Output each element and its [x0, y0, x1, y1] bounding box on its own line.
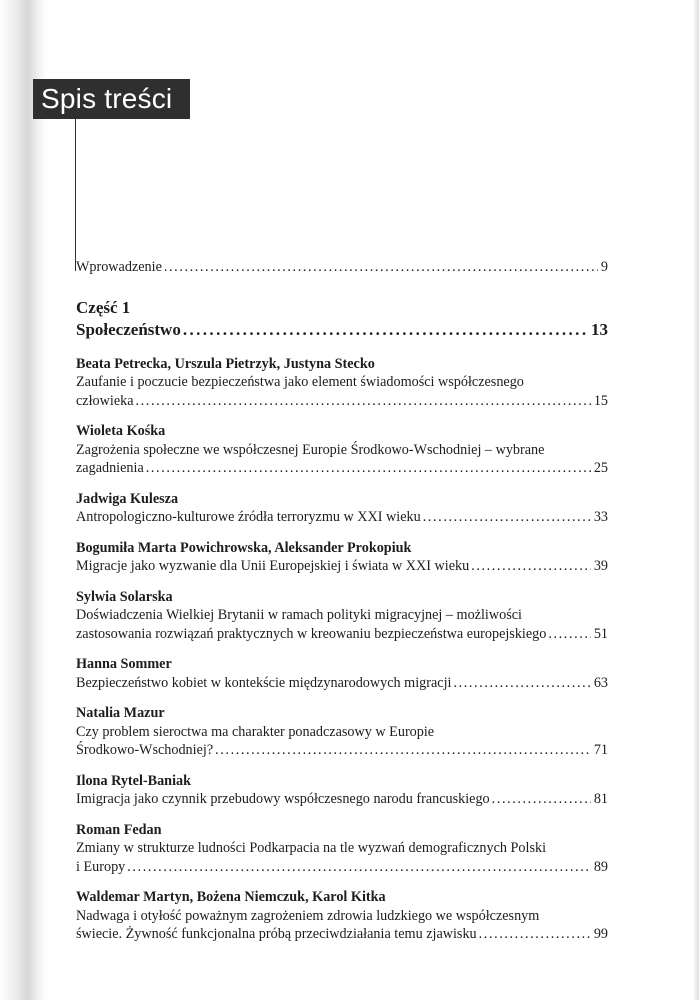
- entry-page: 99: [593, 926, 608, 942]
- leader-dots: [215, 741, 591, 760]
- leader-dots: [183, 319, 588, 341]
- toc-entries: [76, 355, 608, 944]
- entry-title-end: i Europy: [76, 858, 126, 875]
- entry-page: 33: [593, 509, 608, 525]
- entry-last-line: [76, 557, 608, 576]
- entry-page: 15: [593, 392, 608, 409]
- toc-entry: [76, 821, 608, 877]
- page-gutter-shadow: [0, 0, 46, 1000]
- toc-part: [76, 297, 608, 341]
- toc-entry: [76, 422, 608, 478]
- toc-intro-line: [76, 258, 608, 277]
- entry-last-line: [76, 858, 608, 877]
- entry-page: 63: [593, 674, 608, 691]
- entry-authors: Ilona Rytel-Baniak: [76, 772, 191, 789]
- title-vertical-rule: [75, 119, 76, 271]
- entry-title-end: zastosowania rozwiązań praktycznych w kreowaniu bezpieczeństwa europejskiego: [76, 625, 547, 642]
- entry-page: 89: [593, 858, 608, 875]
- toc-entry: [76, 888, 608, 944]
- leader-dots: [423, 508, 591, 527]
- entry-title-end: świecie. Żywność funkcjonalna próbą przeciwdziałania temu zjawisku: [76, 926, 477, 942]
- entry-authors: Natalia Mazur: [76, 705, 165, 721]
- entry-title-end: Antropologiczno-kulturowe źródła terroryzmu w XXI wieku: [76, 509, 421, 525]
- toc-entry: [76, 355, 608, 411]
- entry-title-end: Imigracja jako czynnik przebudowy współczesnego narodu francuskiego: [76, 791, 490, 807]
- entry-last-line: [76, 925, 608, 944]
- toc-entry: [76, 490, 608, 527]
- entry-title-end: Środkowo-Wschodniej?: [76, 742, 214, 758]
- leader-dots: [164, 258, 598, 277]
- entry-authors: Roman Fedan: [76, 821, 162, 838]
- page-title: Spis treści: [33, 79, 190, 119]
- entry-last-line: [76, 790, 608, 809]
- entry-page: 51: [593, 625, 608, 642]
- entry-last-line: [76, 459, 608, 478]
- part-label: Część 1: [76, 297, 131, 317]
- leader-dots: [479, 925, 591, 944]
- entry-last-line: [76, 741, 608, 760]
- entry-title-line: Zaufanie i poczucie bezpieczeństwa jako element świadomości współczesnego: [76, 374, 524, 390]
- leader-dots: [492, 790, 591, 809]
- entry-page: 25: [593, 460, 608, 476]
- toc-intro-title: Wprowadzenie: [76, 259, 162, 275]
- entry-last-line: [76, 625, 608, 644]
- leader-dots: [136, 392, 591, 411]
- toc-entry: [76, 772, 608, 809]
- part-title-line: [76, 319, 608, 341]
- entry-title-line: Zmiany w strukturze ludności Podkarpacia na tle wyzwań demograficznych Polski: [76, 840, 547, 856]
- entry-title-line: Zagrożenia społeczne we współczesnej Europie Środkowo-Wschodniej – wybrane: [76, 441, 545, 458]
- entry-authors: Waldemar Martyn, Bożena Niemczuk, Karol Kitka: [76, 889, 386, 905]
- entry-authors: Beata Petrecka, Urszula Pietrzyk, Justyna Stecko: [76, 355, 375, 372]
- entry-title-end: zagadnienia: [76, 460, 144, 476]
- entry-authors: Sylwia Solarska: [76, 588, 173, 605]
- entry-page: 39: [593, 558, 608, 574]
- entry-last-line: [76, 392, 608, 411]
- entry-title-end: Migracje jako wyzwanie dla Unii Europejskiej i świata w XXI wieku: [76, 558, 470, 574]
- entry-authors: Hanna Sommer: [76, 656, 172, 672]
- entry-page: 71: [593, 742, 608, 758]
- part-page: 13: [591, 319, 608, 339]
- toc-entry: [76, 655, 608, 692]
- leader-dots: [453, 674, 590, 693]
- leader-dots: [471, 557, 591, 576]
- leader-dots: [146, 459, 591, 478]
- toc-entry: [76, 539, 608, 576]
- entry-authors: Jadwiga Kulesza: [76, 490, 179, 507]
- page-right-edge: [693, 0, 699, 1000]
- entry-title-line: Doświadczenia Wielkiej Brytanii w ramach polityki migracyjnej – możliwości: [76, 607, 522, 623]
- toc-entry: [76, 588, 608, 644]
- part-title: Społeczeństwo: [76, 319, 181, 339]
- entry-title-line: Czy problem sieroctwa ma charakter ponadczasowy w Europie: [76, 723, 435, 740]
- entry-title-end: człowieka: [76, 392, 134, 409]
- entry-last-line: [76, 674, 608, 693]
- entry-authors: Bogumiła Marta Powichrowska, Aleksander Prokopiuk: [76, 539, 412, 556]
- toc-intro-page: 9: [600, 259, 608, 275]
- entry-authors: Wioleta Kośka: [76, 423, 166, 439]
- table-of-contents: [76, 258, 608, 944]
- toc-entry: [76, 704, 608, 760]
- entry-title-line: Nadwaga i otyłość poważnym zagrożeniem zdrowia ludzkiego we współczesnym: [76, 907, 540, 924]
- entry-page: 81: [593, 791, 608, 807]
- leader-dots: [548, 625, 590, 644]
- entry-last-line: [76, 508, 608, 527]
- entry-title-end: Bezpieczeństwo kobiet w kontekście międzynarodowych migracji: [76, 674, 452, 691]
- leader-dots: [127, 858, 591, 877]
